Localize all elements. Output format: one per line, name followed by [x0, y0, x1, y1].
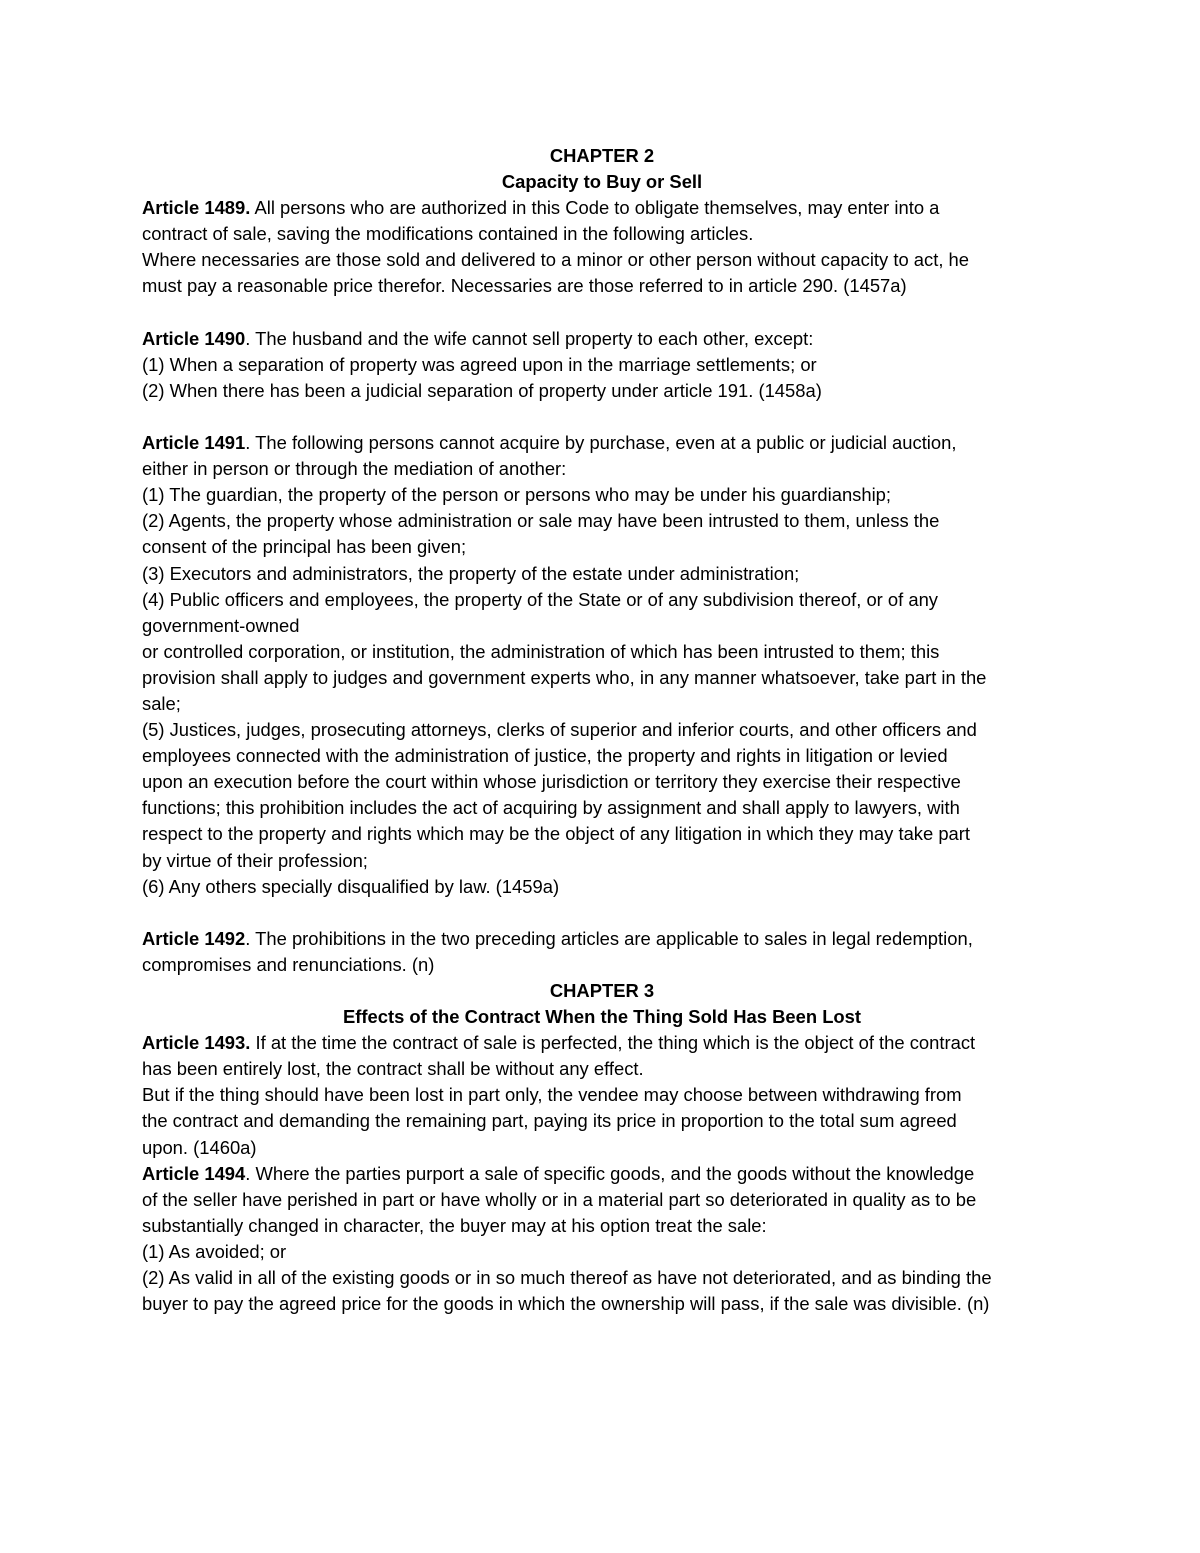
article-1494-line: (1) As avoided; or: [142, 1240, 287, 1262]
article-1491-line: (1) The guardian, the property of the person or persons who may be under his guardianship;: [142, 484, 892, 506]
article-1492-label: Article 1492: [142, 927, 246, 949]
article-1489-line: Where necessaries are those sold and delivered to a minor or other person without capacity to act, he: [142, 249, 970, 271]
article-1491-line: upon an execution before the court within whose jurisdiction or territory they exercise their respective: [142, 771, 961, 793]
article-1489-line: Article 1489. All persons who are authorized in this Code to obligate themselves, may enter into a: [142, 197, 940, 219]
article-1491-line: (4) Public officers and employees, the property of the State or of any subdivision thereof, or of any: [142, 588, 939, 610]
article-1491-line: or controlled corporation, or institution, the administration of which has been intrusted to them; this: [142, 640, 940, 662]
article-1489-line: must pay a reasonable price therefor. Necessaries are those referred to in article 290. (1457a): [142, 275, 907, 297]
article-1491-line: functions; this prohibition includes the act of acquiring by assignment and shall apply to lawyers, with: [142, 797, 960, 819]
article-1489-line: contract of sale, saving the modifications contained in the following articles.: [142, 223, 754, 245]
article-1491-line: (2) Agents, the property whose administration or sale may have been intrusted to them, unless the: [142, 510, 940, 532]
article-1491-line: (3) Executors and administrators, the property of the estate under administration;: [142, 562, 800, 584]
paragraph-gap: [142, 404, 1062, 430]
article-1494-line: Article 1494. Where the parties purport a sale of specific goods, and the goods without the knowledge: [142, 1162, 975, 1184]
article-1493-line: has been entirely lost, the contract shall be without any effect.: [142, 1058, 644, 1080]
article-1491-line: (6) Any others specially disqualified by law. (1459a): [142, 875, 560, 897]
article-1493-label: Article 1493.: [142, 1032, 251, 1054]
article-1491-line: sale;: [142, 692, 181, 714]
article-1490-line: (1) When a separation of property was agreed upon in the marriage settlements; or: [142, 353, 817, 375]
article-1490-line: (2) When there has been a judicial separation of property under article 191. (1458a): [142, 379, 822, 401]
article-1494-line: of the seller have perished in part or have wholly or in a material part so deteriorated in quality as to be: [142, 1188, 977, 1210]
article-1489-label: Article 1489.: [142, 197, 251, 219]
article-1490-line: Article 1490. The husband and the wife cannot sell property to each other, except:: [142, 327, 814, 349]
chapter-2-title: Capacity to Buy or Sell: [501, 171, 703, 193]
document-page: [142, 143, 1062, 1317]
paragraph-gap: [142, 900, 1062, 926]
article-1493-line: the contract and demanding the remaining part, paying its price in proportion to the total sum agreed: [142, 1110, 957, 1132]
article-1494-label: Article 1494: [142, 1162, 246, 1184]
article-1491-line: employees connected with the administration of justice, the property and rights in litigation or levied: [142, 745, 948, 767]
article-1494-line: substantially changed in character, the buyer may at his option treat the sale:: [142, 1214, 767, 1236]
article-1491-line: government-owned: [142, 614, 300, 636]
article-1491-line: Article 1491. The following persons cannot acquire by purchase, even at a public or judicial auction,: [142, 432, 957, 454]
article-1492-line: compromises and renunciations. (n): [142, 953, 435, 975]
paragraph-gap: [142, 300, 1062, 326]
article-1493-line: upon. (1460a): [142, 1136, 257, 1158]
article-1494-line: (2) As valid in all of the existing goods or in so much thereof as have not deteriorated, and as binding the: [142, 1267, 992, 1289]
article-1491-line: respect to the property and rights which may be the object of any litigation in which they may take part: [142, 823, 971, 845]
article-1493-line: But if the thing should have been lost in part only, the vendee may choose between withdrawing from: [142, 1084, 962, 1106]
article-1490-label: Article 1490: [142, 327, 246, 349]
article-1493-line: Article 1493. If at the time the contract of sale is perfected, the thing which is the object of the contract: [142, 1032, 976, 1054]
article-1491-line: by virtue of their profession;: [142, 849, 368, 871]
article-1494-line: buyer to pay the agreed price for the goods in which the ownership will pass, if the sale was divisible. (n): [142, 1293, 990, 1315]
article-1491-line: consent of the principal has been given;: [142, 536, 467, 558]
chapter-3-heading: CHAPTER 3: [549, 980, 655, 1001]
article-1491-line: provision shall apply to judges and government experts who, in any manner whatsoever, take part in the: [142, 666, 987, 688]
article-1492-line: Article 1492. The prohibitions in the two preceding articles are applicable to sales in legal redemption,: [142, 927, 973, 949]
article-1491-line: either in person or through the mediation of another:: [142, 458, 567, 480]
chapter-3-title: Effects of the Contract When the Thing Sold Has Been Lost: [342, 1006, 862, 1028]
article-1491-label: Article 1491: [142, 432, 246, 454]
chapter-2-heading: CHAPTER 2: [549, 145, 655, 166]
article-1491-line: (5) Justices, judges, prosecuting attorneys, clerks of superior and inferior courts, and other officers and: [142, 719, 977, 741]
